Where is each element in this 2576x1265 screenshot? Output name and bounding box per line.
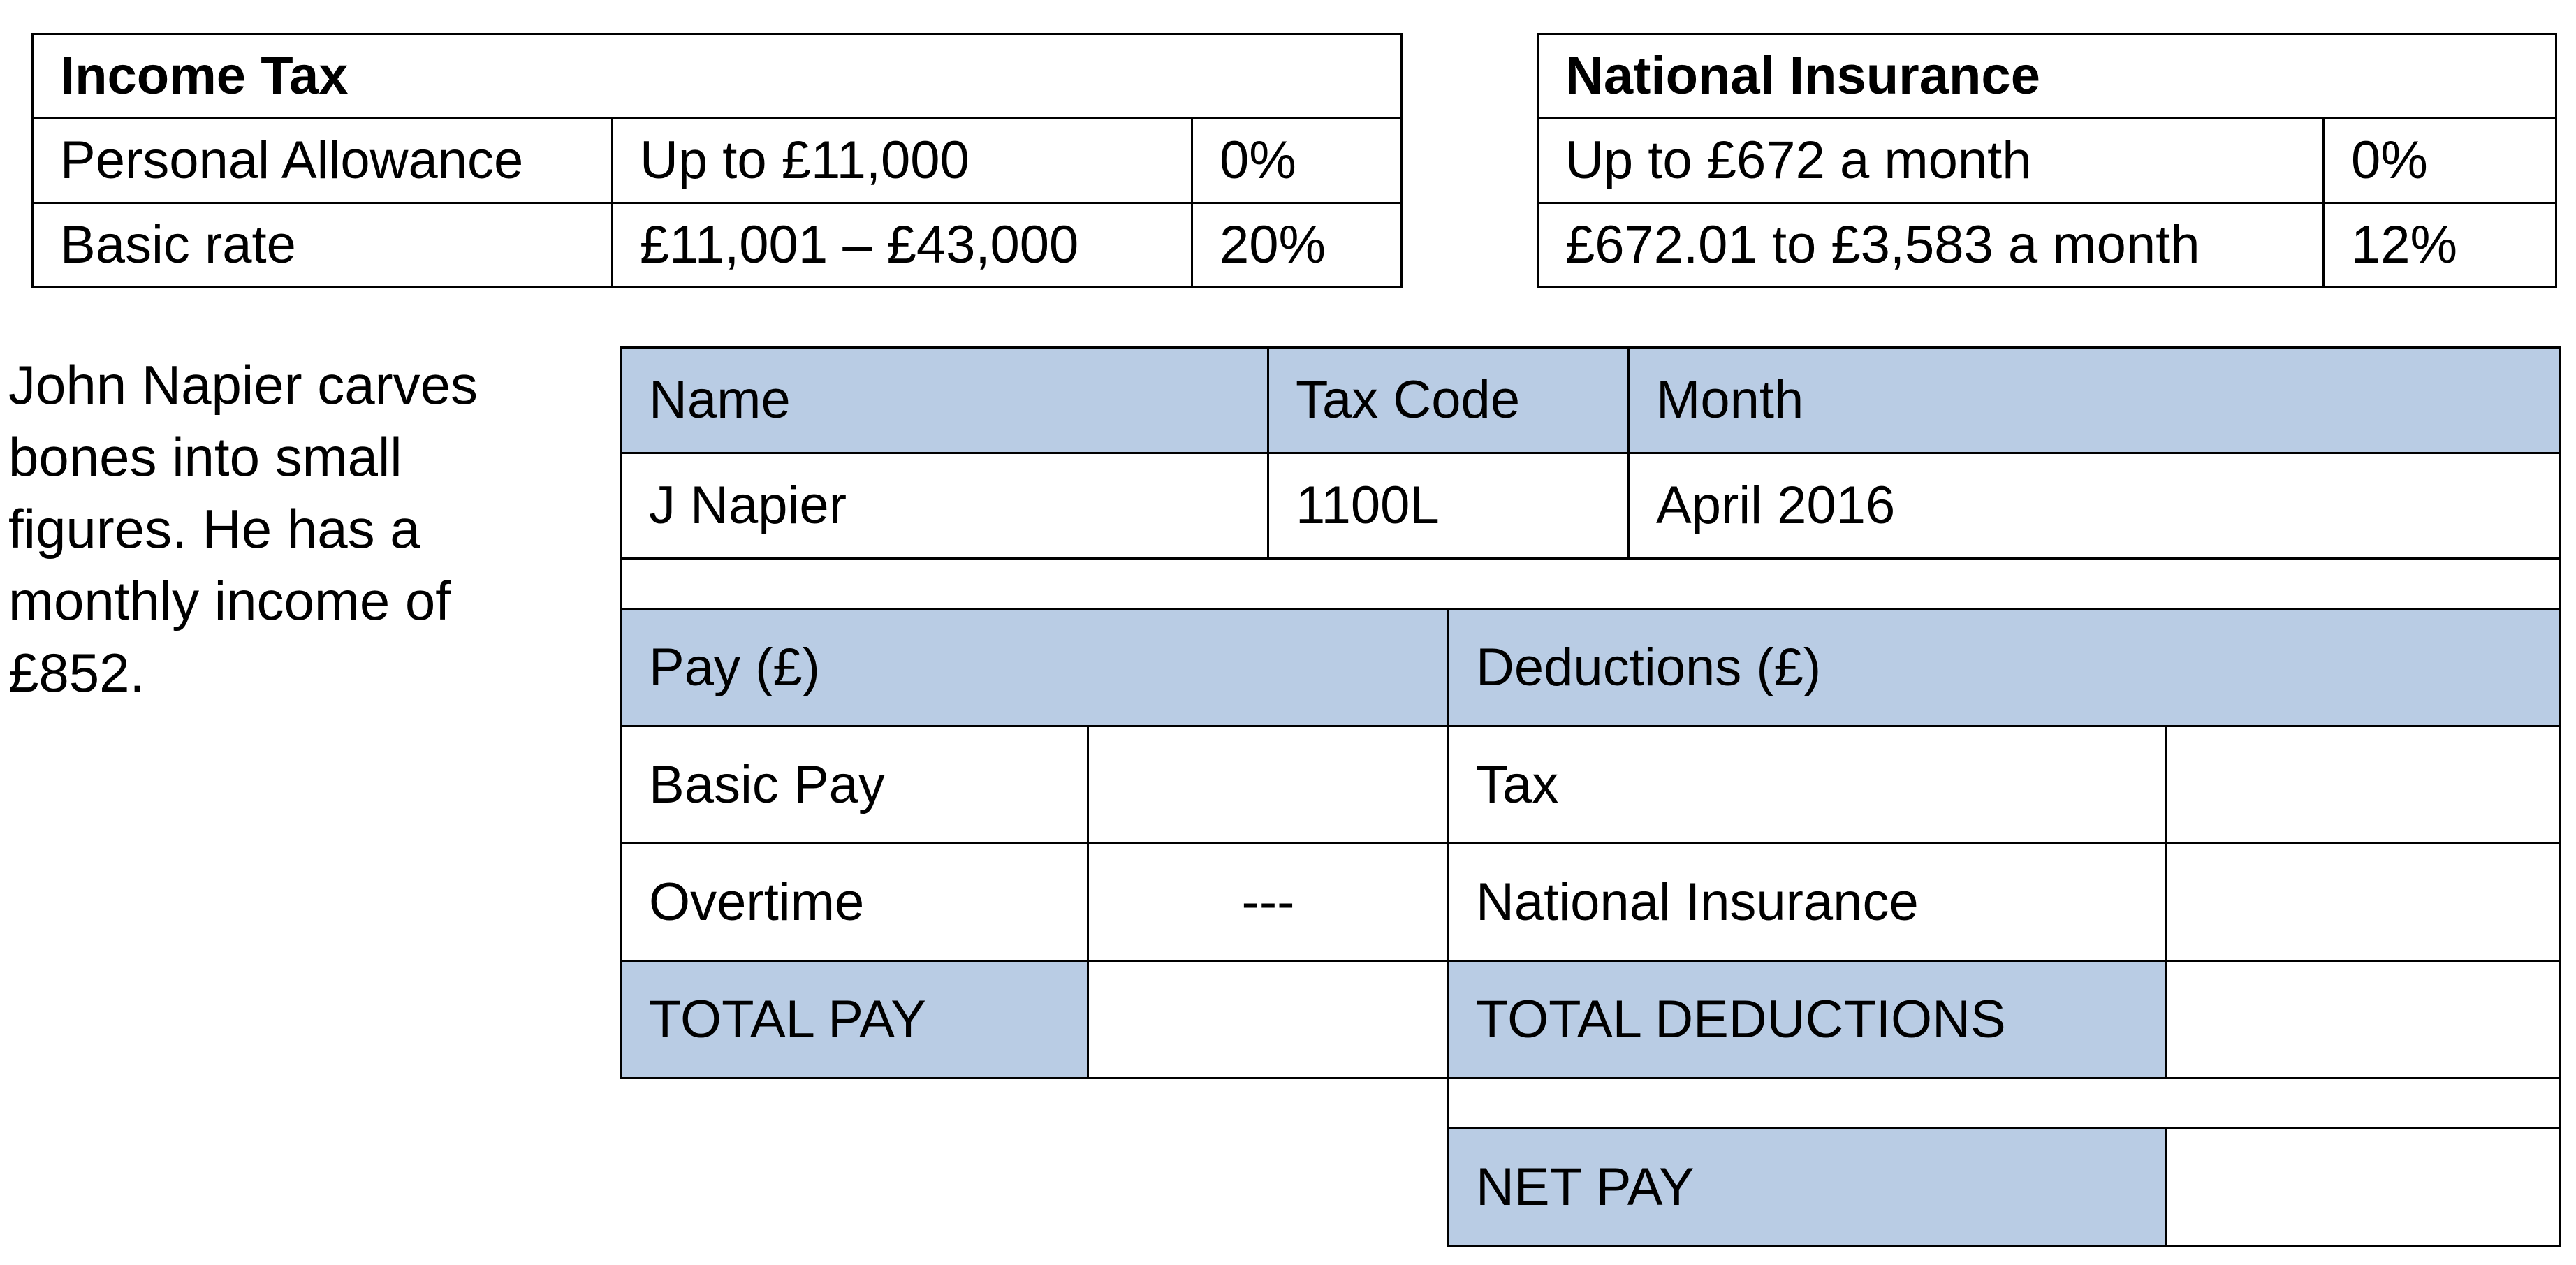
name-value: J Napier bbox=[622, 453, 1268, 559]
ni-rate: 0% bbox=[2324, 119, 2556, 203]
blank-area bbox=[622, 1129, 1449, 1246]
table-row bbox=[33, 203, 1402, 288]
month-value: April 2016 bbox=[1629, 453, 2560, 559]
total-deductions-value[interactable] bbox=[2167, 961, 2560, 1078]
band-label: Personal Allowance bbox=[33, 119, 613, 203]
table-row bbox=[33, 119, 1402, 203]
payslip-table bbox=[620, 346, 2561, 1247]
tax-code-header: Tax Code bbox=[1268, 348, 1629, 453]
national-insurance-table bbox=[1537, 33, 2557, 288]
band-rate: 20% bbox=[1192, 203, 1402, 288]
national-insurance-value[interactable] bbox=[2167, 844, 2560, 961]
table-row bbox=[1538, 203, 2556, 288]
total-deductions-label: TOTAL DEDUCTIONS bbox=[1449, 961, 2167, 1078]
national-insurance-title: National Insurance bbox=[1538, 34, 2556, 119]
spacer-row bbox=[1449, 1078, 2560, 1129]
national-insurance-label: National Insurance bbox=[1449, 844, 2167, 961]
tax-code-value: 1100L bbox=[1268, 453, 1629, 559]
ni-range: £672.01 to £3,583 a month bbox=[1538, 203, 2324, 288]
blank-area bbox=[622, 1078, 1449, 1129]
band-label: Basic rate bbox=[33, 203, 613, 288]
band-range: £11,001 – £43,000 bbox=[613, 203, 1192, 288]
month-header: Month bbox=[1629, 348, 2560, 453]
income-tax-title: Income Tax bbox=[33, 34, 1402, 119]
pay-header: Pay (£) bbox=[622, 609, 1449, 726]
basic-pay-label: Basic Pay bbox=[622, 726, 1088, 844]
basic-pay-value[interactable] bbox=[1088, 726, 1449, 844]
net-pay-label: NET PAY bbox=[1449, 1129, 2167, 1246]
tax-label: Tax bbox=[1449, 726, 2167, 844]
total-pay-label: TOTAL PAY bbox=[622, 961, 1088, 1078]
table-row bbox=[1538, 119, 2556, 203]
income-tax-table bbox=[31, 33, 1403, 288]
band-rate: 0% bbox=[1192, 119, 1402, 203]
overtime-value: --- bbox=[1088, 844, 1449, 961]
spacer-row bbox=[622, 559, 2560, 609]
tax-value[interactable] bbox=[2167, 726, 2560, 844]
ni-rate: 12% bbox=[2324, 203, 2556, 288]
total-pay-value[interactable] bbox=[1088, 961, 1449, 1078]
ni-range: Up to £672 a month bbox=[1538, 119, 2324, 203]
net-pay-value[interactable] bbox=[2167, 1129, 2560, 1246]
deductions-header: Deductions (£) bbox=[1449, 609, 2560, 726]
band-range: Up to £11,000 bbox=[613, 119, 1192, 203]
name-header: Name bbox=[622, 348, 1268, 453]
problem-description: John Napier carves bones into small figures. He has a monthly income of £852. bbox=[8, 354, 478, 703]
overtime-label: Overtime bbox=[622, 844, 1088, 961]
